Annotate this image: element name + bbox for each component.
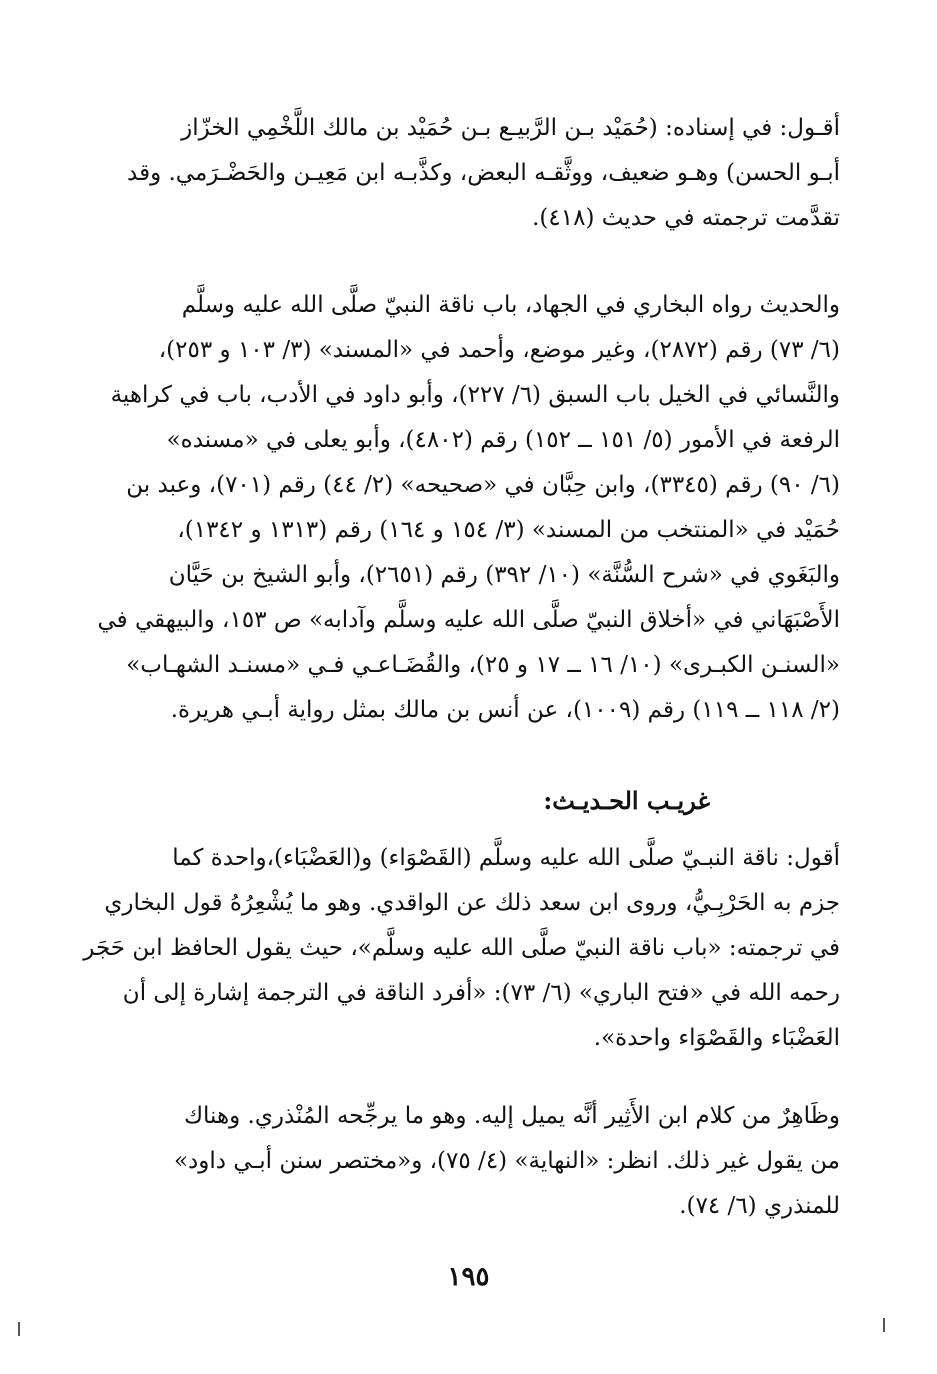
text-line: الرفعة في الأمور (٥/ ١٥١ ــ ١٥٢) رقم (٤٨٠٢)، وأبو يعلى في «مسنده» [166, 427, 840, 453]
text-line: وظَاهِرٌ من كلام ابن الأَثِير أنَّه يميل إليه. وهو ما يرجِّحه المُنْذري. وهناك [184, 1103, 840, 1129]
text-line: من يقول غير ذلك. انظر: «النهاية» (٤/ ٧٥)، و«مختصر سنن أبـي داود» [173, 1148, 840, 1174]
text-line: رحمه الله في «فتح الباري» (٦/ ٧٣): «أفرد الناقة في الترجمة إشارة إلى أن [122, 980, 840, 1006]
text-line: «السنـن الكبـرى» (١٠/ ١٦ ــ ١٧ و ٢٥)، والقُضَـاعـي فـي «مسنـد الشهـاب» [126, 652, 840, 678]
text-line: (٢/ ١١٨ ــ ١١٩) رقم (١٠٠٩)، عن أنس بن مالك بمثل رواية أبـي هريرة. [170, 697, 840, 723]
text-line: للمنذري (٦/ ٧٤). [679, 1193, 840, 1219]
text-line: والبَغَوي في «شرح السُّنَّة» (١٠/ ٣٩٢) رقم (٢٦٥١)، وأبو الشيخ بن حَيَّان [168, 562, 840, 588]
text-line: (٦/ ٧٣) رقم (٢٨٧٢)، وغير موضع، وأحمد في «المسند» (٣/ ١٠٣ و ٢٥٣)، [158, 337, 840, 363]
section-heading: غريـب الحـديـث: [543, 786, 710, 815]
page-number: ١٩٥ [447, 1262, 490, 1292]
paragraph-isnad [127, 106, 840, 241]
text-line: في ترجمته: «باب ناقة النبيّ صلَّى الله عليه وسلَّم»، حيث يقول الحافظ ابن حَجَر [83, 935, 840, 961]
text-line: أقـول: في إسناده: (حُمَيْد بـن الرَّبيـع بـن حُمَيْد بن مالك اللَّخْمِي الخزّاز [181, 115, 840, 141]
text-line: (٦/ ٩٠) رقم (٣٣٤٥)، وابن حِبَّان في «صحيحه» (٢/ ٤٤) رقم (٧٠١)، وعبد بن [126, 472, 840, 498]
text-line: جزم به الحَرْبِـيُّ، وروى ابن سعد ذلك عن الواقدي. وهو ما يُشْعِرُهُ قول البخاري [104, 890, 840, 916]
text-line: والنَّسائي في الخيل باب السبق (٦/ ٢٢٧)، وأبو داود في الأدب، باب في كراهية [110, 382, 840, 408]
text-line: تقدَّمت ترجمته في حديث (٤١٨). [532, 205, 840, 231]
text-line: أقول: ناقة النبـيّ صلَّى الله عليه وسلَّم (القَصْوَاء) و(العَضْبَاء)،واحدة كما [172, 845, 840, 871]
scan-mark [18, 1322, 20, 1336]
text-line: العَضْبَاء والقَصْوَاء واحدة». [593, 1025, 840, 1051]
scan-mark [883, 1318, 885, 1332]
paragraph-takhrij [97, 283, 840, 733]
paragraph-gharib [83, 836, 840, 1061]
text-line: حُمَيْد في «المنتخب من المسند» (٣/ ١٥٤ و ١٦٤) رقم (١٣١٣ و ١٣٤٢)، [177, 517, 840, 543]
text-line: أبـو الحسن) وهـو ضعيف، ووثَّقـه البعض، وكذَّبـه ابن مَعِيـن والحَضْـرَمي. وقد [127, 160, 840, 186]
text-line: والحديث رواه البخاري في الجهاد، باب ناقة النبيّ صلَّى الله عليه وسلَّم [181, 292, 840, 318]
text-line: الأَصْبَهَاني في «أخلاق النبيّ صلَّى الله عليه وسلَّم وآدابه» ص ١٥٣، والبيهقي في [97, 607, 840, 633]
paragraph-conclusion [135, 1094, 840, 1229]
